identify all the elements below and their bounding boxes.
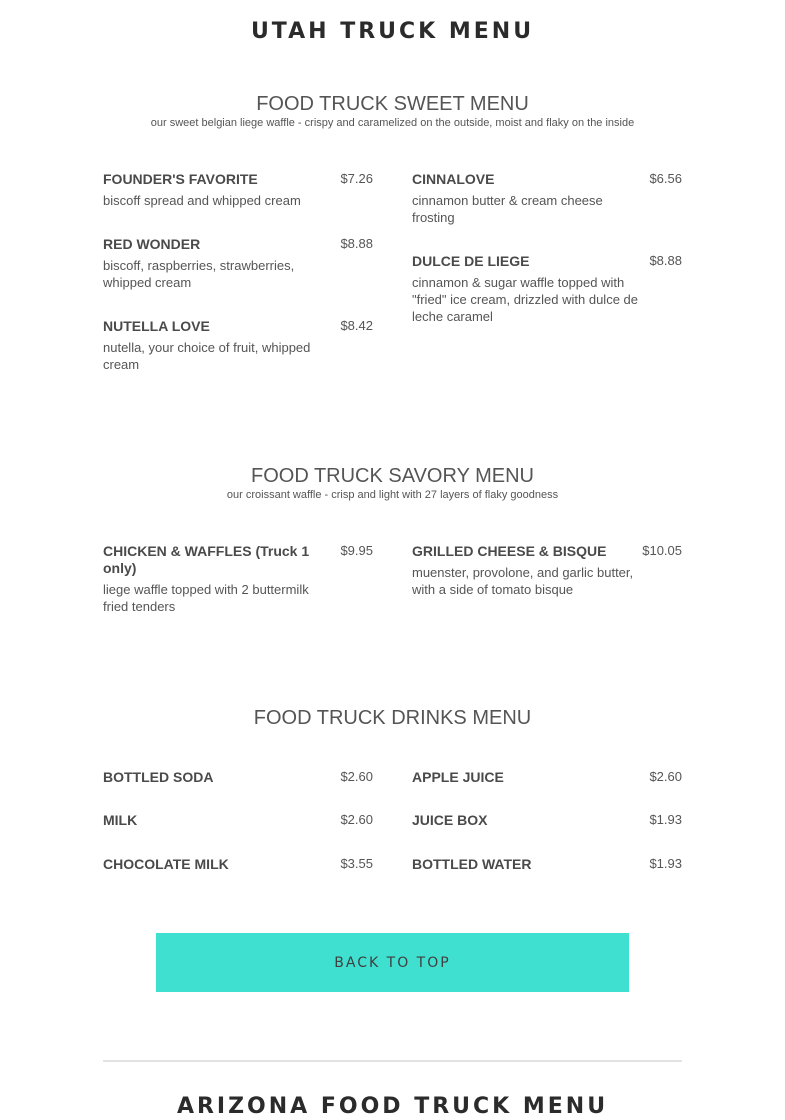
sweet-menu-subtitle: our sweet belgian liege waffle - crispy and caramelized on the outside, moist and flaky on the inside	[150, 117, 635, 129]
drinks-menu-title: FOOD TRUCK DRINKS MENU	[253, 707, 532, 729]
item-name: CHOCOLATE MILK	[103, 856, 229, 872]
item-name: GRILLED CHEESE & BISQUE	[412, 543, 607, 559]
item-description: cinnamon butter & cream cheese frosting	[412, 193, 603, 225]
item-price: $1.93	[649, 856, 682, 871]
item-name: DULCE DE LIEGE	[412, 253, 530, 269]
section-divider	[103, 1060, 682, 1062]
item-name: NUTELLA LOVE	[103, 318, 210, 334]
item-price: $7.26	[340, 171, 373, 186]
sweet-menu-title: FOOD TRUCK SWEET MENU	[256, 93, 529, 115]
item-price: $2.60	[340, 769, 373, 784]
item-price: $3.55	[340, 856, 373, 871]
item-name: BOTTLED SODA	[103, 769, 214, 785]
item-name: JUICE BOX	[412, 812, 488, 828]
item-name: FOUNDER'S FAVORITE	[103, 171, 258, 187]
item-description: biscoff spread and whipped cream	[103, 193, 301, 208]
back-to-top-button[interactable]: BACK TO TOP	[156, 933, 629, 992]
item-description: cinnamon & sugar waffle topped with "fried" ice cream, drizzled with dulce de leche caramel	[412, 275, 638, 324]
item-description: nutella, your choice of fruit, whipped cream	[103, 340, 311, 372]
item-name: CHICKEN & WAFFLES (Truck 1 only)	[103, 543, 310, 576]
savory-menu-subtitle: our croissant waffle - crisp and light with 27 layers of flaky goodness	[226, 489, 559, 501]
item-price: $8.42	[340, 318, 373, 333]
next-section-title: ARIZONA FOOD TRUCK MENU	[176, 1094, 609, 1119]
item-price: $8.88	[649, 253, 682, 268]
item-price: $6.56	[649, 171, 682, 186]
item-price: $8.88	[340, 236, 373, 251]
item-price: $2.60	[649, 769, 682, 784]
item-price: $2.60	[340, 812, 373, 827]
item-name: CINNALOVE	[412, 171, 495, 187]
savory-menu-title: FOOD TRUCK SAVORY MENU	[250, 465, 534, 487]
item-name: BOTTLED WATER	[412, 856, 532, 872]
item-description: liege waffle topped with 2 buttermilk fried tenders	[103, 582, 309, 614]
item-description: biscoff, raspberries, strawberries, whipped cream	[103, 258, 295, 290]
item-price: $9.95	[340, 543, 373, 558]
item-name: APPLE JUICE	[412, 769, 504, 785]
item-name: MILK	[103, 812, 138, 828]
item-price: $10.05	[642, 543, 682, 558]
item-price: $1.93	[649, 812, 682, 827]
item-name: RED WONDER	[103, 236, 201, 252]
item-description: muenster, provolone, and garlic butter, with a side of tomato bisque	[412, 565, 634, 597]
page-title: UTAH TRUCK MENU	[250, 19, 535, 44]
